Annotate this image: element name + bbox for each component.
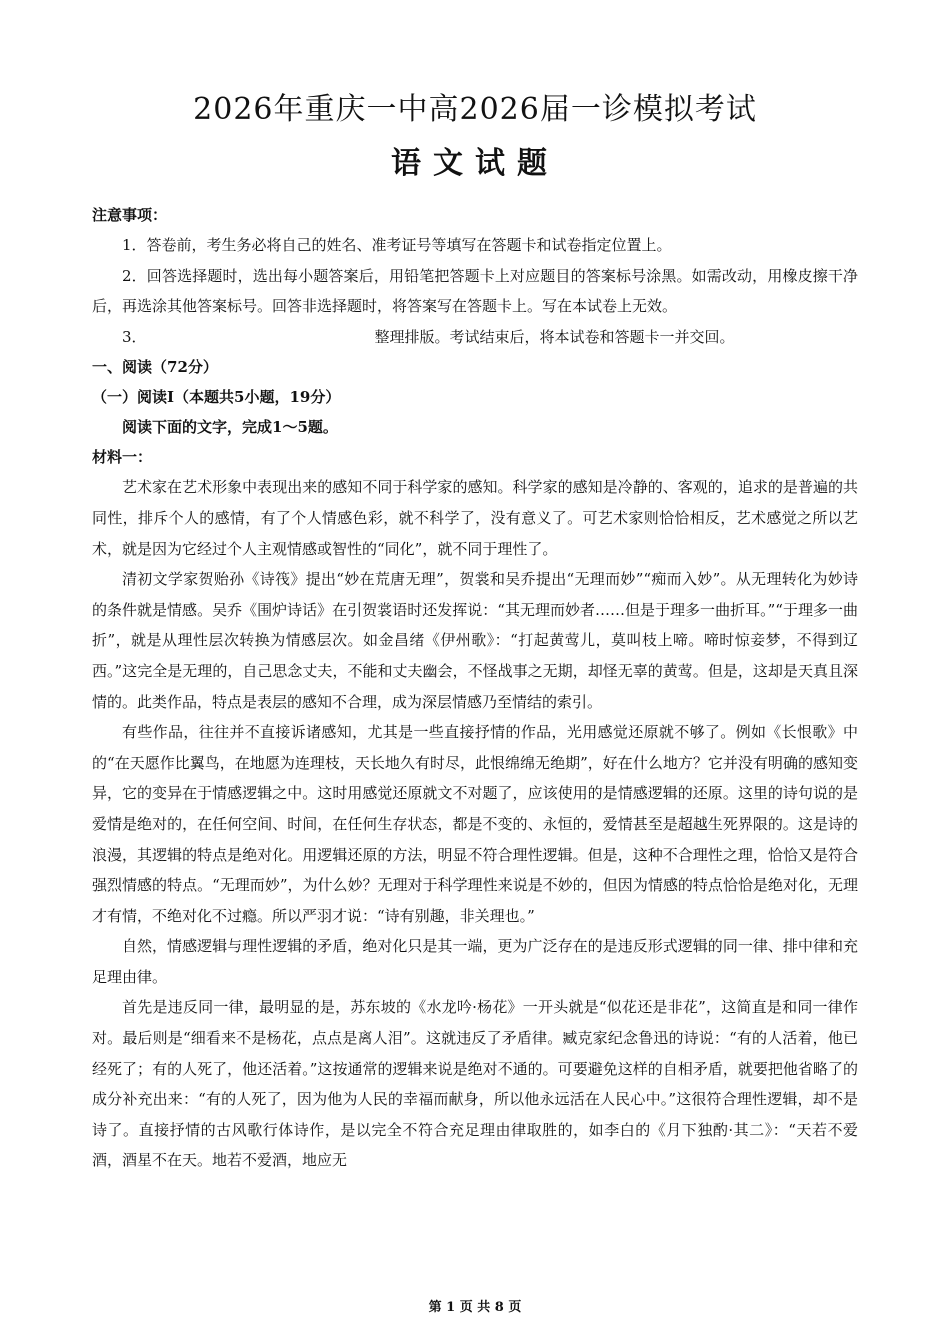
subsection-title: （一）阅读Ⅰ（本题共5小题，19分） bbox=[92, 388, 341, 407]
notes-heading: 注意事项： bbox=[92, 206, 168, 224]
note-item-2: 2．回答选择题时，选出每小题答案后，用铅笔把答题卡上对应题目的答案标号涂黑。如需改动，用橡皮擦干净后，再选涂其他答案标号。回答非选择题时，将答案写在答题卡上。写在本试卷上无效。 bbox=[92, 266, 858, 316]
reading-instruction: 阅读下面的文字，完成1～5题。 bbox=[122, 418, 338, 437]
note-item-3-text: 整理排版。考试结束后，将本试卷和答题卡一并交回。 bbox=[374, 327, 735, 346]
subject-title: 语文试题 bbox=[391, 146, 559, 181]
note-item-3 bbox=[92, 322, 858, 353]
material-label: 材料一： bbox=[92, 448, 153, 467]
section-title: 一、阅读（72分） bbox=[92, 358, 218, 377]
paragraph-4: 自然，情感逻辑与理性逻辑的矛盾，绝对化只是其一端，更为广泛存在的是违反形式逻辑的同一律、排中律和充足理由律。 bbox=[92, 937, 858, 986]
paragraph-5: 首先是违反同一律，最明显的是，苏东坡的《水龙吟·杨花》一开头就是“似花还是非花”，这简直是和同一律作对。最后则是“细看来不是杨花，点点是离人泪”。这就违反了矛盾律。臧克家纪念鲁迅的诗说：“有的人活着，他已经死了；有的人死了，他还活着。”这按通常的逻辑来说是绝对不通的。可要避免这样的自相矛盾，就要把他省略了的成分补充出来：“有的人死了，因为他为人民的幸福而献身，所以他永远活在人民心中。”这很符合理性逻辑，却不是诗了。直接抒情的古风歌行体诗作，是以完全不符合充足理由律取胜的，如李白的《月下独酌·其二》：“天若不爱酒，酒星不在天。地若不爱酒，地应无 bbox=[92, 998, 858, 1170]
paragraph-1: 艺术家在艺术形象中表现出来的感知不同于科学家的感知。科学家的感知是冷静的、客观的，追求的是普遍的共同性，排斥个人的感情，有了个人情感色彩，就不科学了，没有意义了。可艺术家则恰恰相反，艺术感觉之所以艺术，就是因为它经过个人主观情感或智性的“同化”，就不同于理性了。 bbox=[92, 478, 858, 558]
note-item-1: 1．答卷前，考生务必将自己的姓名、准考证号等填写在答题卡和试卷指定位置上。 bbox=[122, 236, 672, 254]
page-number: 第 1 页 共 8 页 bbox=[428, 1300, 522, 1315]
exam-title: 2026年重庆一中高2026届一诊模拟考试 bbox=[193, 92, 757, 127]
paragraph-2: 清初文学家贺贻孙《诗筏》提出“妙在荒唐无理”，贺裳和吴乔提出“无理而妙”“痴而入妙”。从无理转化为妙诗的条件就是情感。吴乔《围炉诗话》在引贺裳语时还发挥说：“其无理而妙者……但是于理多一曲折耳。”“于理多一曲折”，就是从理性层次转换为情感层次。如金昌绪《伊州歌》：“打起黄莺儿，莫叫枝上啼。啼时惊妾梦，不得到辽西。”这完全是无理的，自己思念丈夫，不能和丈夫幽会，不怪战事之无期，却怪无辜的黄莺。但是，这却是天真且深情的。此类作品，特点是表层的感知不合理，成为深层情感乃至情结的索引。 bbox=[92, 570, 858, 711]
paragraph-3: 有些作品，往往并不直接诉诸感知，尤其是一些直接抒情的作品，光用感觉还原就不够了。例如《长恨歌》中的“在天愿作比翼鸟，在地愿为连理枝，天长地久有时尽，此恨绵绵无绝期”，好在什么地方？它并没有明确的感知变异，它的变异在于情感逻辑之中。这时用感觉还原就文不对题了，应该使用的是情感逻辑的还原。这里的诗句说的是爱情是绝对的，在任何空间、时间，在任何生存状态，都是不变的、永恒的，爱情甚至是超越生死界限的。这是诗的浪漫，其逻辑的特点是绝对化。用逻辑还原的方法，明显不符合理性逻辑。但是，这种不合理性之理，恰恰又是符合强烈情感的特点。“无理而妙”，为什么妙？无理对于科学理性来说是不妙的，但因为情感的特点恰恰是绝对化，无理才有情，不绝对化不过瘾。所以严羽才说：“诗有别趣，非关理也。” bbox=[92, 723, 858, 925]
note-item-3-number: 3． bbox=[122, 327, 147, 346]
